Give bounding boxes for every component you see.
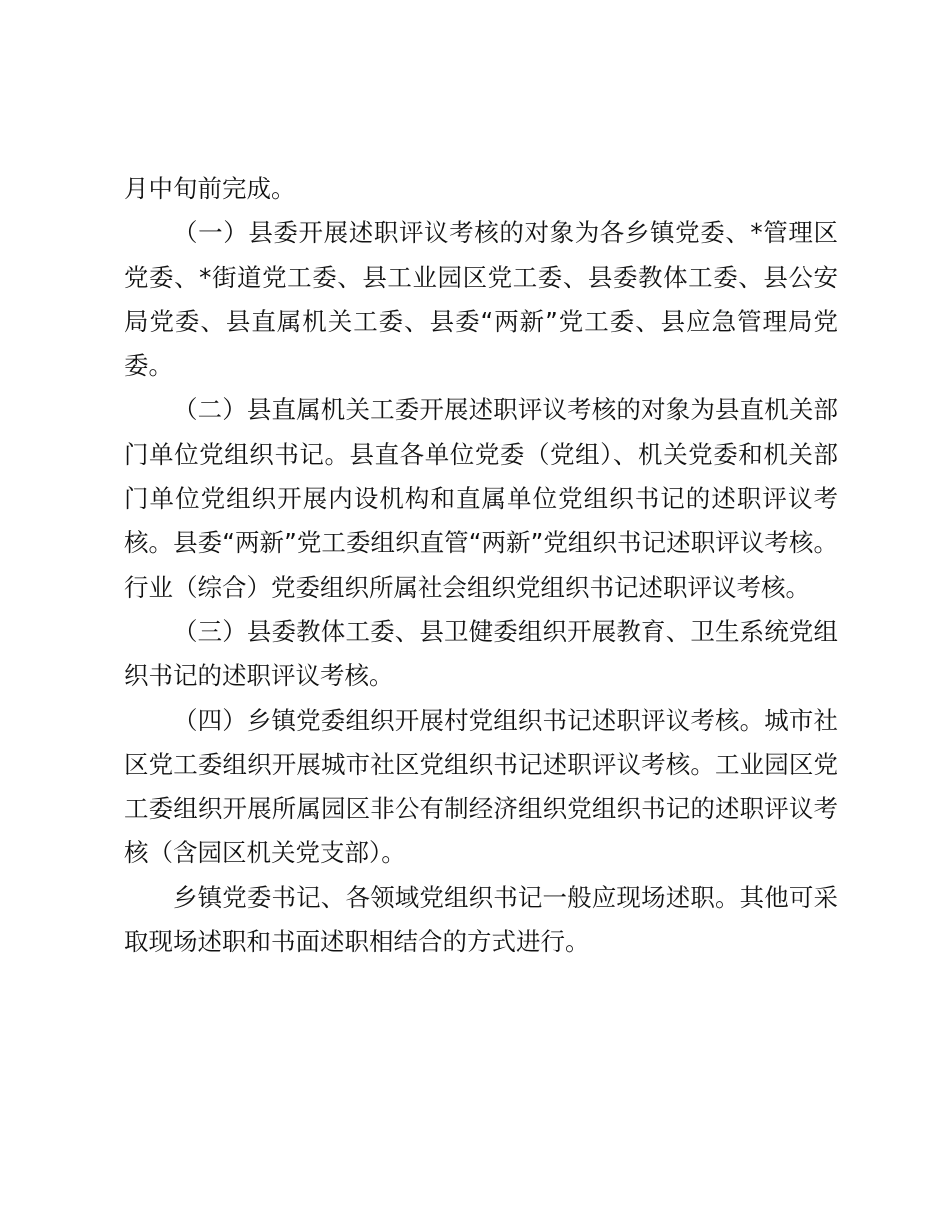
paragraph-item-1: （一）县委开展述职评议考核的对象为各乡镇党委、*管理区党委、*街道党工委、县工业园区党工委、县委教体工委、县公安局党委、县直属机关工委、县委“两新”党工委、县应急管理局党委。 <box>124 218 838 381</box>
paragraph-summary: 乡镇党委书记、各领域党组织书记一般应现场述职。其他可采取现场述职和书面述职相结合的方式进行。 <box>124 882 838 957</box>
paragraph-item-2: （二）县直属机关工委开展述职评议考核的对象为县直机关部门单位党组织书记。县直各单位党委（党组）、机关党委和机关部门单位党组织开展内设机构和直属单位党组织书记的述职评议考核。县委“两新”党工委组织直管“两新”党组织书记述职评议考核。行业（综合）党委组织所属社会组织党组织书记述职评议考核。 <box>124 395 838 602</box>
paragraph-continuation: 月中旬前完成。 <box>124 174 296 203</box>
paragraph-item-4: （四）乡镇党委组织开展村党组织书记述职评议考核。城市社区党工委组织开展城市社区党组织书记述职评议考核。工业园区党工委组织开展所属园区非公有制经济组织党组织书记的述职评议考核（含园区机关党支部）。 <box>124 705 838 868</box>
document-body <box>124 167 838 964</box>
paragraph-item-3: （三）县委教体工委、县卫健委组织开展教育、卫生系统党组织书记的述职评议考核。 <box>124 616 838 691</box>
